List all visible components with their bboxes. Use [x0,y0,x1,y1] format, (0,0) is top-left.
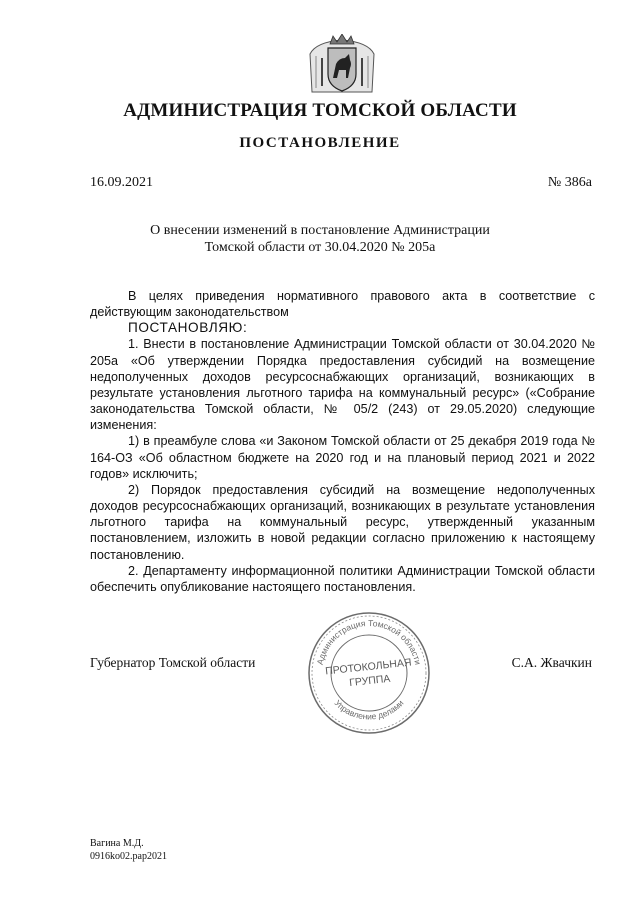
decree-word: ПОСТАНОВЛЯЮ: [128,320,248,336]
subject-line-1: О внесении изменений в постановление Администрации [150,223,490,238]
item-1-2-paragraph: 2) Порядок предоставления субсидий на возмещение недополученных доходов ресурсоснабжающих организаций, возникающих в результате установления льготного тарифа на коммунальный ресурс, утвержденный указанным постановлением, изложить в новой редакции согласно приложению к настоящему постановлению. [90,482,595,562]
stamp-ring-text: Администрация Томской области [314,617,424,666]
item-1-1-paragraph: 1) в преамбуле слова «и Законом Томской области от 25 декабря 2019 года № 164-ОЗ «Об областном бюджете на 2020 год и на плановый период 2021 и 2022 годов» исключить; [90,434,595,481]
svg-text:ГРУППА: ГРУППА [348,672,391,690]
footer [90,837,167,863]
document-subject [0,222,640,256]
item-2-paragraph: 2. Департаменту информационной политики Администрации Томской области обеспечить опубликование настоящего постановления. [90,563,595,594]
document-date: 16.09.2021 [90,175,153,190]
preamble-paragraph: В целях приведения нормативного правового акта в соответствие с действующим законодательством [90,289,595,320]
subject-line-2: Томской области от 30.04.2020 № 205а [204,240,436,255]
coat-of-arms-icon [306,34,378,96]
stamp-ring-bottom-text: Управление делами [332,697,406,722]
document-number: № 386а [547,175,592,190]
organization-title: АДМИНИСТРАЦИЯ ТОМСКОЙ ОБЛАСТИ [123,100,517,121]
signatory-title: Губернатор Томской области [90,655,256,670]
document-body [90,288,595,595]
item-1-paragraph: 1. Внести в постановление Администрации Томской области от 30.04.2020 № 205а «Об утверждении Порядка предоставления субсидий на возмещение недополученных доходов ресурсоснабжающих организаций, возникающих в результате установления льготного тарифа на коммунальный ресурс» («Собрание законодательства Томской области, № 05/2 (243) от 29.05.2020) следующие изменения: [90,337,595,433]
signatory-name: С.А. Жвачкин [511,655,592,670]
executor-name: Вагина М.Д. [90,838,144,849]
svg-text:ПРОТОКОЛЬНАЯ: ПРОТОКОЛЬНАЯ [324,656,413,678]
protocol-group-stamp-icon [304,608,434,738]
document-type: ПОСТАНОВЛЕНИЕ [239,135,401,151]
file-code: 0916ko02.pap2021 [90,851,167,862]
